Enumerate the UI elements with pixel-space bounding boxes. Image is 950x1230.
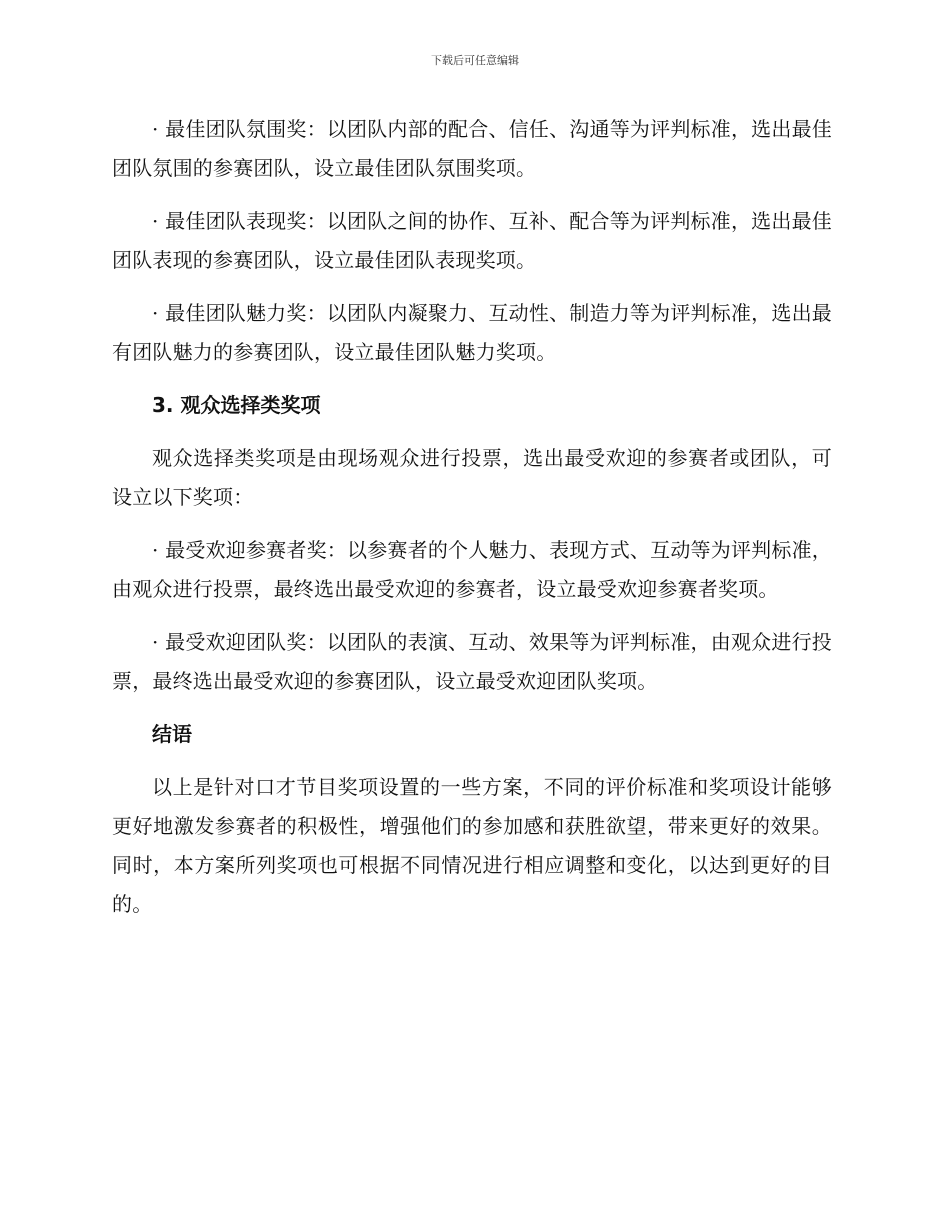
conclusion-paragraph: 以上是针对口才节目奖项设置的一些方案，不同的评价标准和奖项设计能够更好地激发参赛者的积极性，增强他们的参加感和获胜欲望，带来更好的效果。同时，本方案所列奖项也可根据不同情况进行相应调整和变化，以达到更好的目的。 <box>112 775 832 916</box>
audience-choice-heading: 3. 观众选择类奖项 <box>152 393 321 417</box>
page-header: 下载后可任意编辑 <box>431 54 519 67</box>
award-popular-contestant-paragraph: · 最受欢迎参赛者奖：以参赛者的个人魅力、表现方式、互动等为评判标准，由观众进行投票，最终选出最受欢迎的参赛者，设立最受欢迎参赛者奖项。 <box>112 538 832 601</box>
award-team-performance-paragraph: · 最佳团队表现奖：以团队之间的协作、互补、配合等为评判标准，选出最佳团队表现的参赛团队，设立最佳团队表现奖项。 <box>112 209 832 272</box>
document-body <box>112 110 832 938</box>
award-team-charm-paragraph: · 最佳团队魅力奖：以团队内凝聚力、互动性、制造力等为评判标准，选出最有团队魅力的参赛团队，设立最佳团队魅力奖项。 <box>112 301 832 364</box>
conclusion-heading: 结语 <box>152 722 192 746</box>
audience-choice-intro-paragraph: 观众选择类奖项是由现场观众进行投票，选出最受欢迎的参赛者或团队，可设立以下奖项： <box>112 446 832 509</box>
award-team-atmosphere-paragraph: · 最佳团队氛围奖：以团队内部的配合、信任、沟通等为评判标准，选出最佳团队氛围的参赛团队，设立最佳团队氛围奖项。 <box>112 117 832 180</box>
award-popular-team-paragraph: · 最受欢迎团队奖：以团队的表演、互动、效果等为评判标准，由观众进行投票，最终选出最受欢迎的参赛团队，设立最受欢迎团队奖项。 <box>112 630 832 693</box>
